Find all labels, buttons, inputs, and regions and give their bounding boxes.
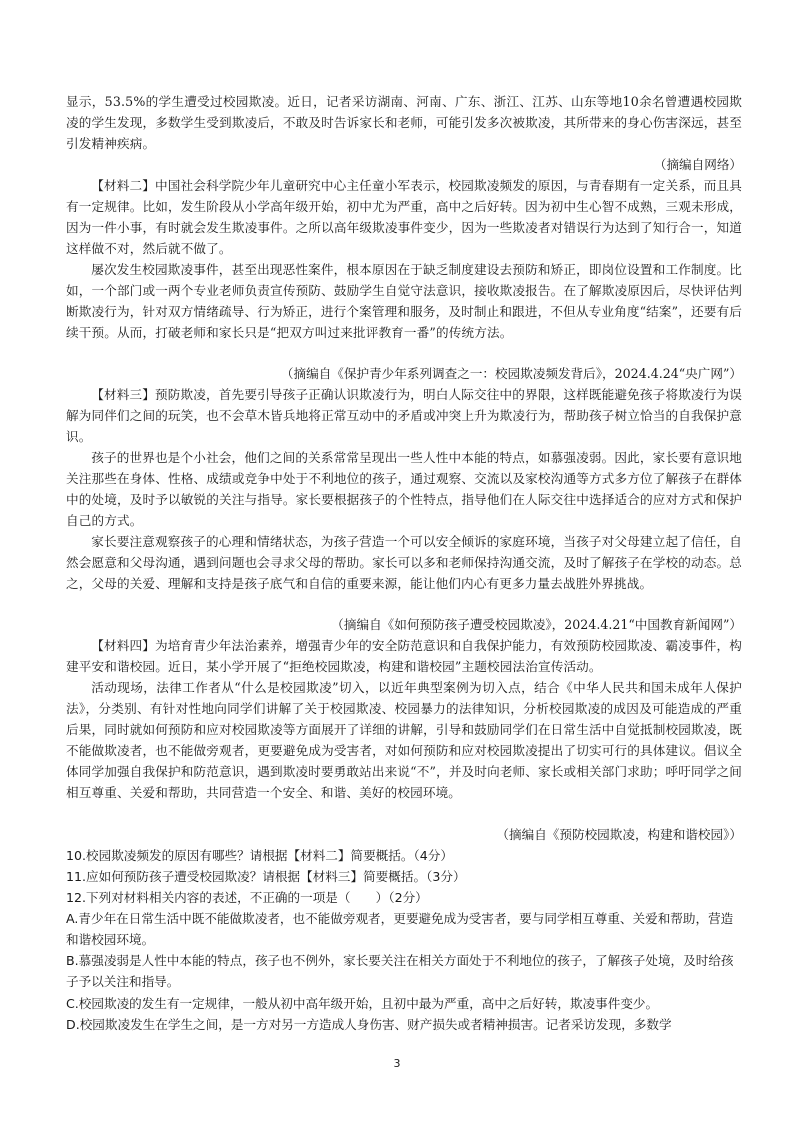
material-three-paragraph-1: 【材料三】预防欺凌，首先要引导孩子正确认识欺凌行为，明白人际交往中的界限，这样既能避免孩子将欺凌行为误解为同伴们之间的玩笑，也不会草木皆兵地将正常互动中的矛盾或冲突上升为欺凌行为，帮助孩子树立恰当的自我保护意识。	[66, 387, 742, 445]
source-citation-3: （摘编自《如何预防孩子遭受校园欺凌》，2024.4.21“中国教育新闻网”）	[331, 617, 742, 632]
option-b: B.慕强凌弱是人性中本能的特点，孩子也不例外，家长要关注在相关方面处于不利地位的孩子，了解孩子处境，及时给孩子予以关注和指导。	[66, 953, 734, 990]
option-a: A.青少年在日常生活中既不能做欺凌者，也不能做旁观者，更要避免成为受害者，要与同学相互尊重、关爱和帮助，营造和谐校园环境。	[66, 911, 734, 948]
option-c: C.校园欺凌的发生有一定规律，一般从初中高年级开始，且初中最为严重，高中之后好转，欺凌事件变少。	[66, 996, 659, 1011]
question-12: 12.下列对材料相关内容的表述，不正确的一项是（ ）（2分）	[66, 890, 428, 905]
material-three-paragraph-2: 孩子的世界也是个小社会，他们之间的关系常常呈现出一些人性中本能的特点，如慕强凌弱。因此，家长要有意识地关注那些在身体、性格、成绩或竞争中处于不利地位的孩子，通过观察、交流以及家校沟通等方式多方位了解孩子在群体中的处境，及时予以敏锐的关注与指导。家长要根据孩子的个性特点，指导他们在人际交往中选择适合的应对方式和保护自己的方式。	[66, 450, 742, 529]
question-11: 11.应如何预防孩子遭受校园欺凌？请根据【材料三】简要概括。（3分）	[66, 869, 466, 884]
source-citation-1: （摘编自网络）	[653, 157, 742, 172]
material-three-paragraph-3: 家长要注意观察孩子的心理和情绪状态，为孩子营造一个可以安全倾诉的家庭环境，当孩子对父母建立起了信任，自然会愿意和父母沟通，遇到问题也会寻求父母的帮助。家长可以多和老师保持沟通交流，及时了解孩子在学校的动态。总之，父母的关爱、理解和支持是孩子底气和自信的重要来源，能让他们内心有更多力量去战胜外界挑战。	[66, 534, 742, 592]
material-two-paragraph-2: 屡次发生校园欺凌事件，甚至出现恶性案件，根本原因在于缺乏制度建设去预防和矫正，即岗位设置和工作制度。比如，一个部门或一两个专业老师负责宣传预防、鼓励学生自觉守法意识，接收欺凌报告。在了解欺凌原因后，尽快评估判断欺凌行为，针对双方情绪疏导、行为矫正，进行个案管理和服务，及时制止和跟进，不但从专业角度“结案”，还要有后续干预。从而，打破老师和家长只是“把双方叫过来批评教育一番”的传统方法。	[66, 262, 742, 341]
question-10: 10.校园欺凌频发的原因有哪些？请根据【材料二】简要概括。（4分）	[66, 848, 453, 863]
page-number: 3	[393, 1057, 401, 1070]
material-one-continuation: 显示，53.5%的学生遭受过校园欺凌。近日，记者采访湖南、河南、广东、浙江、江苏、山东等地10余名曾遭遇校园欺凌的学生发现，多数学生受到欺凌后，不敢及时告诉家长和老师，可能引发多次被欺凌，其所带来的身心伤害深远，甚至引发精神疾病。	[66, 94, 742, 152]
material-two-paragraph-1: 【材料二】中国社会科学院少年儿童研究中心主任童小军表示，校园欺凌频发的原因，与青春期有一定关系，而且具有一定规律。比如，发生阶段从小学高年级开始，初中尤为严重，高中之后好转。因为初中生心智不成熟，三观未形成，因为一件小事，有时就会发生欺凌事件。之所以高年级欺凌事件变少，因为一些欺凌者对错误行为达到了知行合一，知道这样做不对，然后就不做了。	[66, 178, 742, 257]
source-citation-2: （摘编自《保护青少年系列调查之一：校园欺凌频发背后》，2024.4.24“央广网”）	[280, 366, 742, 381]
source-citation-4: （摘编自《预防校园欺凌，构建和谐校园》）	[496, 827, 742, 842]
option-d: D.校园欺凌发生在学生之间，是一方对另一方造成人身伤害、财产损失或者精神损害。记者采访发现，多数学	[66, 1017, 672, 1032]
material-four-paragraph-1: 【材料四】为培育青少年法治素养，增强青少年的安全防范意识和自我保护能力，有效预防校园欺凌、霸凌事件，构建平安和谐校园。近日，某小学开展了“拒绝校园欺凌，构建和谐校园”主题校园法治宣传活动。	[66, 638, 742, 675]
material-four-paragraph-2: 活动现场，法律工作者从“什么是校园欺凌”切入，以近年典型案例为切入点，结合《中华人民共和国未成年人保护法》，分类别、有针对性地向同学们讲解了关于校园欺凌、校园暴力的法律知识，分析校园欺凌的成因及可能造成的严重后果，同时就如何预防和应对校园欺凌等方面展开了详细的讲解，引导和鼓励同学们在日常生活中自觉抵制校园欺凌，既不能做欺凌者，也不能做旁观者，更要避免成为受害者，对如何预防和应对校园欺凌提出了切实可行的具体建议。倡议全体同学加强自我保护和防范意识，遇到欺凌时要勇敢站出来说“不”，并及时向老师、家长或相关部门求助；呼吁同学之间相互尊重、关爱和帮助，共同营造一个安全、和谐、美好的校园环境。	[66, 680, 742, 801]
